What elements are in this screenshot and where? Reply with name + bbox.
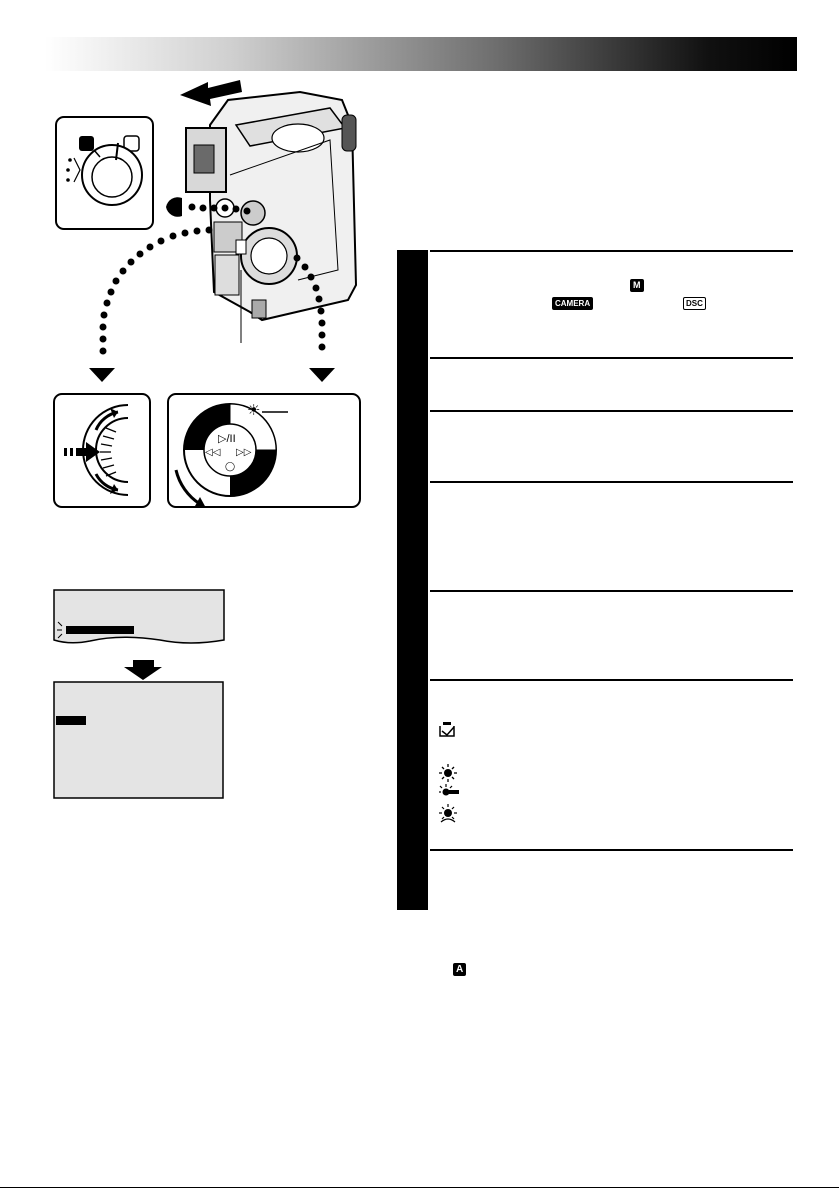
cloudy-icon	[439, 804, 457, 822]
dsc-mode-icon: DSC	[683, 297, 706, 310]
stop-label: ◯	[225, 461, 236, 471]
play-pause-label: ▷/II	[218, 433, 236, 445]
manual-mode-icon: M	[630, 279, 644, 292]
tungsten-icon	[439, 784, 459, 796]
indicator-sun-icon: ☀	[247, 402, 261, 419]
auto-mode-icon: A	[453, 963, 466, 976]
rewind-label: ◁◁	[205, 447, 221, 458]
camera-mode-icon: CAMERA	[552, 297, 593, 310]
sun-icon	[439, 764, 457, 782]
white-balance-manual-icon	[440, 722, 454, 736]
fast-forward-label: ▷▷	[236, 447, 252, 458]
page-bottom-edge	[0, 1187, 839, 1188]
